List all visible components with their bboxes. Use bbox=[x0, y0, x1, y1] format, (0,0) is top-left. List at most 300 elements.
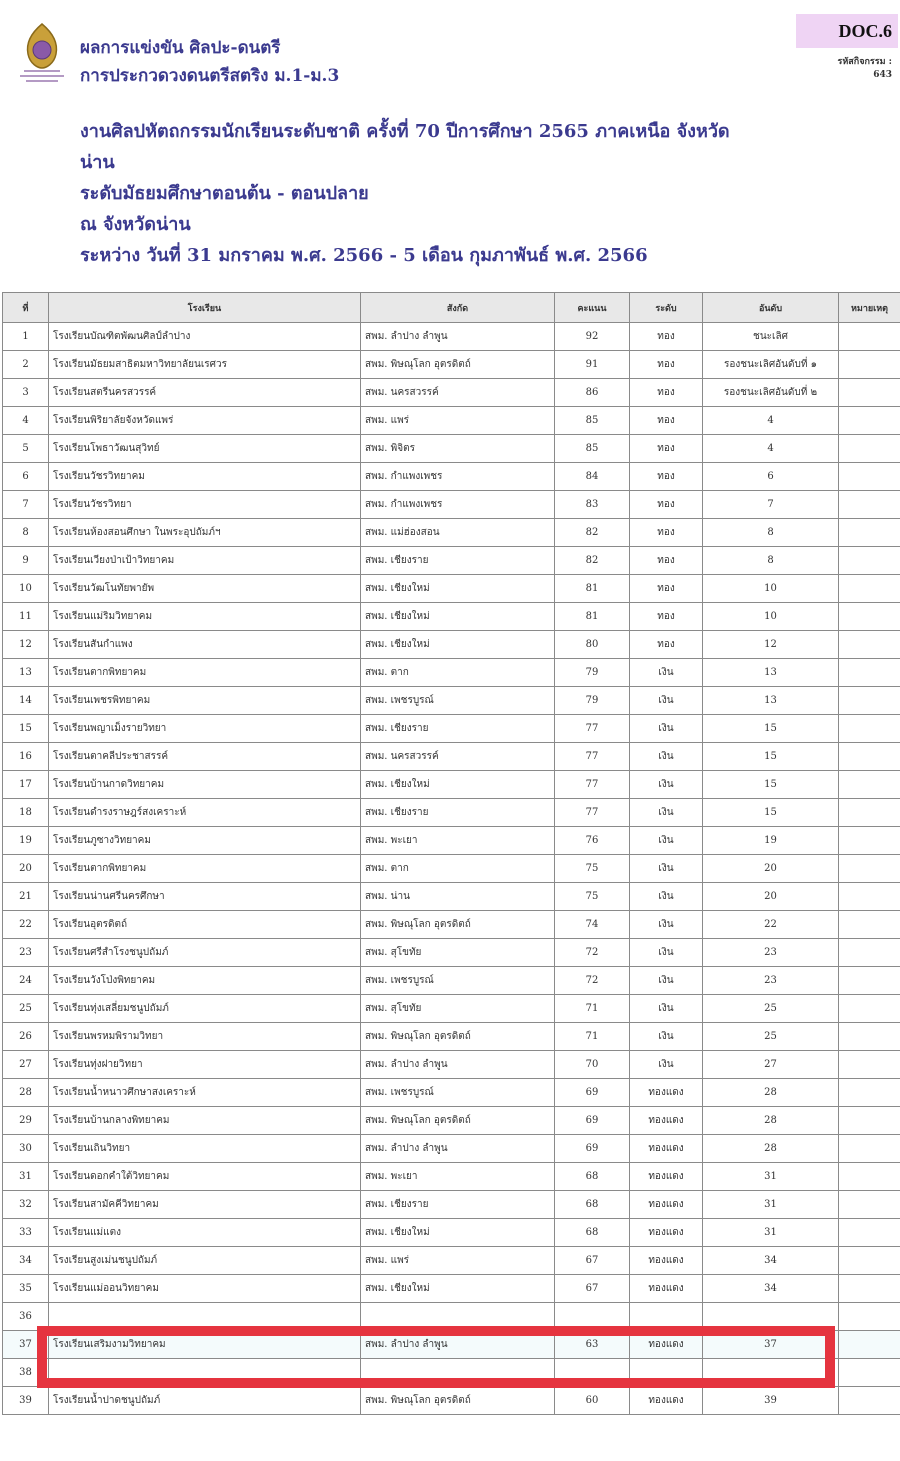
table-row bbox=[3, 1247, 900, 1275]
cell-score: 72 bbox=[555, 939, 630, 967]
cell-affiliation bbox=[361, 1359, 555, 1387]
cell-level: ทอง bbox=[630, 379, 703, 407]
cell-score: 69 bbox=[555, 1107, 630, 1135]
cell-level: ทอง bbox=[630, 323, 703, 351]
cell-affiliation: สพม. เชียงใหม่ bbox=[361, 1219, 555, 1247]
cell-score bbox=[555, 1359, 630, 1387]
column-header-level: ระดับ bbox=[630, 293, 703, 323]
cell-score: 71 bbox=[555, 995, 630, 1023]
cell-affiliation: สพม. เชียงใหม่ bbox=[361, 631, 555, 659]
cell-no: 24 bbox=[3, 967, 49, 995]
cell-school: โรงเรียนสูงเม่นชนูปถัมภ์ bbox=[49, 1247, 361, 1275]
cell-school: โรงเรียนวัฒโนทัยพายัพ bbox=[49, 575, 361, 603]
cell-score: 72 bbox=[555, 967, 630, 995]
cell-affiliation: สพม. สุโขทัย bbox=[361, 939, 555, 967]
cell-no: 13 bbox=[3, 659, 49, 687]
table-row bbox=[3, 1051, 900, 1079]
cell-no: 20 bbox=[3, 855, 49, 883]
activity-code-value: 643 bbox=[873, 70, 892, 80]
doc-label: DOC.6 bbox=[796, 14, 898, 48]
table-row bbox=[3, 743, 900, 771]
cell-level: ทอง bbox=[630, 547, 703, 575]
cell-level: ทองแดง bbox=[630, 1275, 703, 1303]
cell-affiliation: สพม. พิษณุโลก อุตรดิตถ์ bbox=[361, 1387, 555, 1415]
table-row bbox=[3, 1359, 900, 1387]
table-row bbox=[3, 799, 900, 827]
cell-score: 83 bbox=[555, 491, 630, 519]
cell-no: 1 bbox=[3, 323, 49, 351]
cell-no: 7 bbox=[3, 491, 49, 519]
cell-level: ทอง bbox=[630, 351, 703, 379]
cell-affiliation: สพม. เชียงราย bbox=[361, 1191, 555, 1219]
column-header-score: คะแนน bbox=[555, 293, 630, 323]
cell-score: 77 bbox=[555, 715, 630, 743]
cell-note bbox=[839, 1331, 900, 1359]
cell-note bbox=[839, 883, 900, 911]
cell-rank: 15 bbox=[703, 743, 839, 771]
table-row bbox=[3, 1023, 900, 1051]
cell-rank: 27 bbox=[703, 1051, 839, 1079]
cell-score: 75 bbox=[555, 855, 630, 883]
cell-school: โรงเรียนสันกำแพง bbox=[49, 631, 361, 659]
cell-rank: 25 bbox=[703, 995, 839, 1023]
cell-score: 74 bbox=[555, 911, 630, 939]
cell-rank: 8 bbox=[703, 519, 839, 547]
cell-affiliation: สพม. เชียงราย bbox=[361, 715, 555, 743]
cell-school: โรงเรียนพรหมพิรามวิทยา bbox=[49, 1023, 361, 1051]
cell-school: โรงเรียนเสริมงามวิทยาคม bbox=[49, 1331, 361, 1359]
cell-rank: 10 bbox=[703, 575, 839, 603]
cell-rank: 4 bbox=[703, 407, 839, 435]
cell-score: 80 bbox=[555, 631, 630, 659]
cell-affiliation: สพม. ตาก bbox=[361, 855, 555, 883]
cell-score: 77 bbox=[555, 771, 630, 799]
cell-note bbox=[839, 1023, 900, 1051]
cell-level: เงิน bbox=[630, 743, 703, 771]
cell-score: 76 bbox=[555, 827, 630, 855]
table-row bbox=[3, 407, 900, 435]
cell-rank: รองชนะเลิศอันดับที่ ๑ bbox=[703, 351, 839, 379]
cell-affiliation: สพม. เชียงใหม่ bbox=[361, 603, 555, 631]
cell-note bbox=[839, 1387, 900, 1415]
cell-note bbox=[839, 1051, 900, 1079]
cell-note bbox=[839, 715, 900, 743]
cell-affiliation: สพม. เพชรบูรณ์ bbox=[361, 967, 555, 995]
cell-affiliation: สพม. เชียงใหม่ bbox=[361, 1275, 555, 1303]
event-line-3: ระดับมัธยมศึกษาตอนต้น - ตอนปลาย bbox=[80, 183, 369, 204]
cell-rank: 7 bbox=[703, 491, 839, 519]
cell-score: 77 bbox=[555, 743, 630, 771]
cell-rank: 31 bbox=[703, 1163, 839, 1191]
cell-school: โรงเรียนโพธาวัฒนสุวิทย์ bbox=[49, 435, 361, 463]
cell-school: โรงเรียนวัชรวิทยาคม bbox=[49, 463, 361, 491]
cell-no: 34 bbox=[3, 1247, 49, 1275]
cell-note bbox=[839, 687, 900, 715]
cell-affiliation: สพม. ลำปาง ลำพูน bbox=[361, 323, 555, 351]
cell-school: โรงเรียนบัณฑิตพัฒนศิลป์ลำปาง bbox=[49, 323, 361, 351]
cell-affiliation: สพม. นครสวรรค์ bbox=[361, 743, 555, 771]
table-row bbox=[3, 1387, 900, 1415]
cell-no: 8 bbox=[3, 519, 49, 547]
cell-rank: 22 bbox=[703, 911, 839, 939]
cell-note bbox=[839, 995, 900, 1023]
table-row bbox=[3, 883, 900, 911]
table-row bbox=[3, 1135, 900, 1163]
cell-note bbox=[839, 939, 900, 967]
cell-affiliation: สพม. เชียงราย bbox=[361, 799, 555, 827]
column-header-affiliation: สังกัด bbox=[361, 293, 555, 323]
cell-score: 86 bbox=[555, 379, 630, 407]
cell-rank: 15 bbox=[703, 771, 839, 799]
cell-affiliation: สพม. แม่ฮ่องสอน bbox=[361, 519, 555, 547]
cell-note bbox=[839, 575, 900, 603]
cell-affiliation: สพม. ลำปาง ลำพูน bbox=[361, 1135, 555, 1163]
cell-level: ทองแดง bbox=[630, 1387, 703, 1415]
cell-level: เงิน bbox=[630, 855, 703, 883]
cell-no: 3 bbox=[3, 379, 49, 407]
cell-no: 39 bbox=[3, 1387, 49, 1415]
cell-level: เงิน bbox=[630, 827, 703, 855]
cell-school: โรงเรียนอุตรดิตถ์ bbox=[49, 911, 361, 939]
title-line-1: ผลการแข่งขัน ศิลปะ-ดนตรี bbox=[80, 38, 281, 58]
cell-note bbox=[839, 1359, 900, 1387]
cell-no: 6 bbox=[3, 463, 49, 491]
cell-no: 32 bbox=[3, 1191, 49, 1219]
cell-rank: 31 bbox=[703, 1219, 839, 1247]
cell-note bbox=[839, 1135, 900, 1163]
cell-affiliation: สพม. กำแพงเพชร bbox=[361, 491, 555, 519]
cell-no: 18 bbox=[3, 799, 49, 827]
cell-school: โรงเรียนเถินวิทยา bbox=[49, 1135, 361, 1163]
cell-school: โรงเรียนพญาเม็งรายวิทยา bbox=[49, 715, 361, 743]
table-row bbox=[3, 1163, 900, 1191]
cell-affiliation: สพม. น่าน bbox=[361, 883, 555, 911]
table-row bbox=[3, 659, 900, 687]
table-row bbox=[3, 1219, 900, 1247]
cell-note bbox=[839, 323, 900, 351]
cell-level: เงิน bbox=[630, 687, 703, 715]
table-header-row bbox=[3, 293, 900, 323]
column-header-no: ที่ bbox=[3, 293, 49, 323]
cell-affiliation: สพม. ลำปาง ลำพูน bbox=[361, 1051, 555, 1079]
cell-rank: 12 bbox=[703, 631, 839, 659]
cell-no: 26 bbox=[3, 1023, 49, 1051]
cell-note bbox=[839, 1191, 900, 1219]
cell-level: ทองแดง bbox=[630, 1135, 703, 1163]
cell-level: ทอง bbox=[630, 603, 703, 631]
cell-affiliation: สพม. เพชรบูรณ์ bbox=[361, 1079, 555, 1107]
cell-school: โรงเรียนน้ำหนาวศึกษาสงเคราะห์ bbox=[49, 1079, 361, 1107]
cell-note bbox=[839, 351, 900, 379]
cell-score: 84 bbox=[555, 463, 630, 491]
table-row bbox=[3, 939, 900, 967]
cell-affiliation: สพม. พะเยา bbox=[361, 1163, 555, 1191]
cell-rank: 19 bbox=[703, 827, 839, 855]
column-header-school: โรงเรียน bbox=[49, 293, 361, 323]
cell-level bbox=[630, 1359, 703, 1387]
column-header-rank: อันดับ bbox=[703, 293, 839, 323]
cell-note bbox=[839, 379, 900, 407]
cell-rank: 6 bbox=[703, 463, 839, 491]
table-row bbox=[3, 1331, 900, 1359]
cell-no: 15 bbox=[3, 715, 49, 743]
cell-school: โรงเรียนแม่ริมวิทยาคม bbox=[49, 603, 361, 631]
event-line-2: น่าน bbox=[80, 152, 115, 173]
cell-rank: 31 bbox=[703, 1191, 839, 1219]
cell-score: 82 bbox=[555, 547, 630, 575]
table-row bbox=[3, 855, 900, 883]
cell-score: 67 bbox=[555, 1247, 630, 1275]
table-row bbox=[3, 715, 900, 743]
document-title bbox=[80, 34, 339, 90]
cell-no: 36 bbox=[3, 1303, 49, 1331]
cell-affiliation: สพม. สุโขทัย bbox=[361, 995, 555, 1023]
cell-school: โรงเรียนดอกคำใต้วิทยาคม bbox=[49, 1163, 361, 1191]
cell-note bbox=[839, 827, 900, 855]
cell-note bbox=[839, 435, 900, 463]
cell-no: 37 bbox=[3, 1331, 49, 1359]
cell-level: ทองแดง bbox=[630, 1107, 703, 1135]
cell-note bbox=[839, 519, 900, 547]
cell-school: โรงเรียนดำรงราษฎร์สงเคราะห์ bbox=[49, 799, 361, 827]
cell-level: ทองแดง bbox=[630, 1191, 703, 1219]
cell-score: 79 bbox=[555, 659, 630, 687]
cell-no: 2 bbox=[3, 351, 49, 379]
table-row bbox=[3, 603, 900, 631]
cell-school: โรงเรียนสตรีนครสวรรค์ bbox=[49, 379, 361, 407]
table-row bbox=[3, 519, 900, 547]
cell-no: 22 bbox=[3, 911, 49, 939]
cell-note bbox=[839, 799, 900, 827]
cell-no: 38 bbox=[3, 1359, 49, 1387]
cell-rank: รองชนะเลิศอันดับที่ ๒ bbox=[703, 379, 839, 407]
cell-level: ทอง bbox=[630, 463, 703, 491]
cell-score: 81 bbox=[555, 603, 630, 631]
cell-school: โรงเรียนทุ่งฝายวิทยา bbox=[49, 1051, 361, 1079]
cell-level: เงิน bbox=[630, 883, 703, 911]
title-line-2: การประกวดวงดนตรีสตริง ม.1-ม.3 bbox=[80, 66, 340, 86]
cell-no: 28 bbox=[3, 1079, 49, 1107]
cell-no: 10 bbox=[3, 575, 49, 603]
cell-no: 29 bbox=[3, 1107, 49, 1135]
cell-rank bbox=[703, 1359, 839, 1387]
cell-no: 25 bbox=[3, 995, 49, 1023]
cell-school: โรงเรียนศรีสำโรงชนูปถัมภ์ bbox=[49, 939, 361, 967]
cell-note bbox=[839, 603, 900, 631]
institution-logo bbox=[12, 20, 72, 90]
cell-no: 12 bbox=[3, 631, 49, 659]
table-row bbox=[3, 1079, 900, 1107]
cell-rank: 25 bbox=[703, 1023, 839, 1051]
cell-score: 75 bbox=[555, 883, 630, 911]
cell-score: 91 bbox=[555, 351, 630, 379]
cell-school: โรงเรียนแม่แตง bbox=[49, 1219, 361, 1247]
cell-no: 4 bbox=[3, 407, 49, 435]
cell-note bbox=[839, 1163, 900, 1191]
cell-no: 14 bbox=[3, 687, 49, 715]
cell-note bbox=[839, 547, 900, 575]
cell-note bbox=[839, 1247, 900, 1275]
cell-rank bbox=[703, 1303, 839, 1331]
table-row bbox=[3, 827, 900, 855]
cell-school: โรงเรียนสามัคคีวิทยาคม bbox=[49, 1191, 361, 1219]
cell-school: โรงเรียนบ้านกลางพิทยาคม bbox=[49, 1107, 361, 1135]
cell-school bbox=[49, 1359, 361, 1387]
table-row bbox=[3, 379, 900, 407]
cell-no: 5 bbox=[3, 435, 49, 463]
column-header-note: หมายเหตุ bbox=[839, 293, 900, 323]
cell-score: 68 bbox=[555, 1163, 630, 1191]
cell-level bbox=[630, 1303, 703, 1331]
cell-school: โรงเรียนภูซางวิทยาคม bbox=[49, 827, 361, 855]
cell-score: 69 bbox=[555, 1079, 630, 1107]
cell-rank: 28 bbox=[703, 1107, 839, 1135]
cell-no: 21 bbox=[3, 883, 49, 911]
cell-score: 79 bbox=[555, 687, 630, 715]
cell-level: เงิน bbox=[630, 967, 703, 995]
cell-affiliation: สพม. ตาก bbox=[361, 659, 555, 687]
cell-affiliation: สพม. กำแพงเพชร bbox=[361, 463, 555, 491]
cell-level: เงิน bbox=[630, 799, 703, 827]
cell-school: โรงเรียนห้องสอนศึกษา ในพระอุปถัมภ์ฯ bbox=[49, 519, 361, 547]
table-row bbox=[3, 967, 900, 995]
cell-level: เงิน bbox=[630, 995, 703, 1023]
cell-affiliation: สพม. เพชรบูรณ์ bbox=[361, 687, 555, 715]
cell-affiliation: สพม. พิษณุโลก อุตรดิตถ์ bbox=[361, 351, 555, 379]
cell-level: ทอง bbox=[630, 631, 703, 659]
cell-score: 82 bbox=[555, 519, 630, 547]
cell-rank: 15 bbox=[703, 715, 839, 743]
cell-score: 69 bbox=[555, 1135, 630, 1163]
cell-level: เงิน bbox=[630, 911, 703, 939]
cell-level: เงิน bbox=[630, 939, 703, 967]
cell-level: ทองแดง bbox=[630, 1247, 703, 1275]
cell-affiliation bbox=[361, 1303, 555, 1331]
cell-level: เงิน bbox=[630, 771, 703, 799]
cell-note bbox=[839, 659, 900, 687]
cell-no: 35 bbox=[3, 1275, 49, 1303]
cell-rank: 39 bbox=[703, 1387, 839, 1415]
cell-score: 68 bbox=[555, 1219, 630, 1247]
event-line-5: ระหว่าง วันที่ 31 มกราคม พ.ศ. 2566 - 5 เดือน กุมภาพันธ์ พ.ศ. 2566 bbox=[80, 245, 648, 266]
cell-no: 9 bbox=[3, 547, 49, 575]
cell-rank: 13 bbox=[703, 687, 839, 715]
cell-score: 71 bbox=[555, 1023, 630, 1051]
cell-school: โรงเรียนพิริยาลัยจังหวัดแพร่ bbox=[49, 407, 361, 435]
cell-note bbox=[839, 491, 900, 519]
cell-rank: 15 bbox=[703, 799, 839, 827]
cell-note bbox=[839, 743, 900, 771]
cell-affiliation: สพม. พิจิตร bbox=[361, 435, 555, 463]
cell-rank: 20 bbox=[703, 855, 839, 883]
cell-level: ทอง bbox=[630, 575, 703, 603]
table-row bbox=[3, 687, 900, 715]
cell-note bbox=[839, 771, 900, 799]
cell-score: 81 bbox=[555, 575, 630, 603]
table-row bbox=[3, 435, 900, 463]
cell-no: 16 bbox=[3, 743, 49, 771]
cell-rank: 28 bbox=[703, 1079, 839, 1107]
table-row bbox=[3, 463, 900, 491]
cell-level: ทองแดง bbox=[630, 1079, 703, 1107]
table-row bbox=[3, 1107, 900, 1135]
cell-school: โรงเรียนเพชรพิทยาคม bbox=[49, 687, 361, 715]
cell-affiliation: สพม. ลำปาง ลำพูน bbox=[361, 1331, 555, 1359]
table-row bbox=[3, 491, 900, 519]
cell-affiliation: สพม. เชียงใหม่ bbox=[361, 575, 555, 603]
event-line-4: ณ จังหวัดน่าน bbox=[80, 214, 191, 235]
table-row bbox=[3, 323, 900, 351]
cell-no: 17 bbox=[3, 771, 49, 799]
cell-note bbox=[839, 1275, 900, 1303]
cell-score: 85 bbox=[555, 407, 630, 435]
cell-no: 11 bbox=[3, 603, 49, 631]
cell-note bbox=[839, 407, 900, 435]
cell-no: 30 bbox=[3, 1135, 49, 1163]
cell-note bbox=[839, 855, 900, 883]
cell-no: 23 bbox=[3, 939, 49, 967]
cell-rank: ชนะเลิศ bbox=[703, 323, 839, 351]
table-row bbox=[3, 911, 900, 939]
cell-score: 67 bbox=[555, 1275, 630, 1303]
cell-affiliation: สพม. พิษณุโลก อุตรดิตถ์ bbox=[361, 1107, 555, 1135]
table-row bbox=[3, 1303, 900, 1331]
results-table bbox=[2, 292, 900, 1415]
cell-affiliation: สพม. นครสวรรค์ bbox=[361, 379, 555, 407]
cell-school: โรงเรียนแม่ออนวิทยาคม bbox=[49, 1275, 361, 1303]
cell-affiliation: สพม. พะเยา bbox=[361, 827, 555, 855]
cell-level: ทอง bbox=[630, 491, 703, 519]
cell-affiliation: สพม. เชียงใหม่ bbox=[361, 771, 555, 799]
table-row bbox=[3, 351, 900, 379]
cell-school: โรงเรียนบ้านกาดวิทยาคม bbox=[49, 771, 361, 799]
cell-level: เงิน bbox=[630, 1023, 703, 1051]
cell-note bbox=[839, 631, 900, 659]
cell-rank: 4 bbox=[703, 435, 839, 463]
cell-school: โรงเรียนมัธยมสาธิตมหาวิทยาลัยนเรศวร bbox=[49, 351, 361, 379]
cell-score bbox=[555, 1303, 630, 1331]
cell-level: ทองแดง bbox=[630, 1331, 703, 1359]
cell-school: โรงเรียนตาคลีประชาสรรค์ bbox=[49, 743, 361, 771]
cell-rank: 34 bbox=[703, 1247, 839, 1275]
cell-school: โรงเรียนทุ่งเสลี่ยมชนูปถัมภ์ bbox=[49, 995, 361, 1023]
cell-school: โรงเรียนวังโป่งพิทยาคม bbox=[49, 967, 361, 995]
cell-affiliation: สพม. พิษณุโลก อุตรดิตถ์ bbox=[361, 1023, 555, 1051]
cell-rank: 28 bbox=[703, 1135, 839, 1163]
cell-affiliation: สพม. เชียงราย bbox=[361, 547, 555, 575]
table-row bbox=[3, 547, 900, 575]
cell-level: ทอง bbox=[630, 407, 703, 435]
cell-level: ทอง bbox=[630, 519, 703, 547]
cell-score: 92 bbox=[555, 323, 630, 351]
cell-level: เงิน bbox=[630, 659, 703, 687]
cell-affiliation: สพม. พิษณุโลก อุตรดิตถ์ bbox=[361, 911, 555, 939]
cell-rank: 23 bbox=[703, 939, 839, 967]
cell-level: ทอง bbox=[630, 435, 703, 463]
cell-note bbox=[839, 1303, 900, 1331]
activity-code-label: รหัสกิจกรรม : bbox=[837, 57, 892, 67]
table-row bbox=[3, 1191, 900, 1219]
cell-no: 19 bbox=[3, 827, 49, 855]
cell-score: 77 bbox=[555, 799, 630, 827]
table-row bbox=[3, 771, 900, 799]
cell-note bbox=[839, 967, 900, 995]
cell-score: 60 bbox=[555, 1387, 630, 1415]
event-info bbox=[80, 116, 780, 271]
cell-school: โรงเรียนตากพิทยาคม bbox=[49, 855, 361, 883]
cell-rank: 13 bbox=[703, 659, 839, 687]
cell-school: โรงเรียนเวียงป่าเป้าวิทยาคม bbox=[49, 547, 361, 575]
